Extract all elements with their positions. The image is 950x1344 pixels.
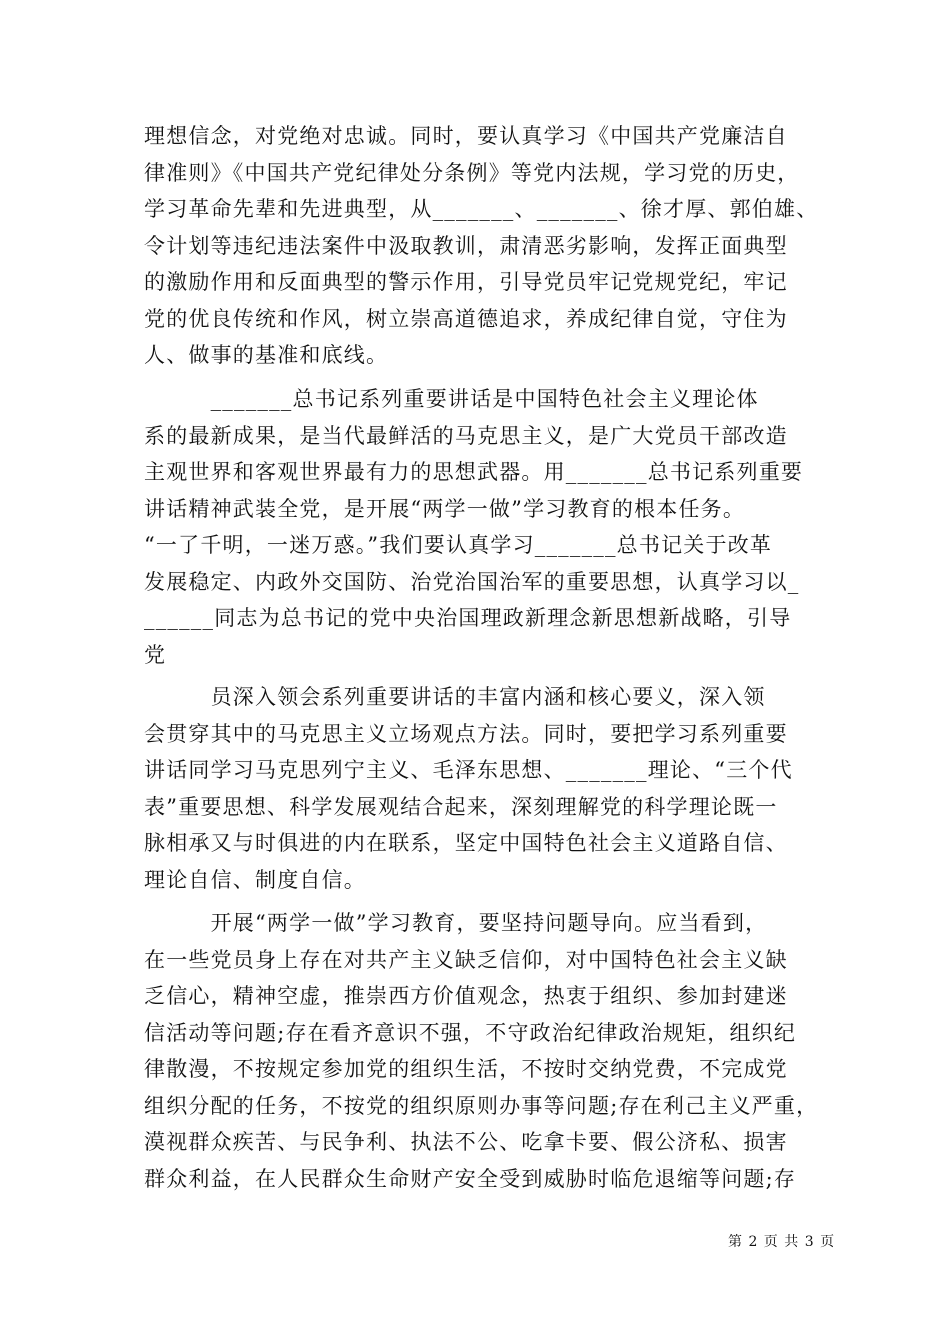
text-line: 学习革命先辈和先进典型，从_______、_______、徐才厚、郭伯雄、 [144,197,819,221]
text-line: 人、做事的基准和底线。 [144,343,389,367]
text-line: 党 [144,642,167,667]
text-line: 群众利益，在人民群众生命财产安全受到威胁时临危退缩等问题;存 [144,1166,797,1191]
text-line: 主观世界和客观世界最有力的思想武器。用_______总书记系列重要 [144,460,804,484]
text-line: 乏信心，精神空虚，推崇西方价值观念，热衷于组织、参加封建迷 [144,984,788,1008]
text-line: 表”重要思想、科学发展观结合起来，深刻理解党的科学理论既一 [144,794,778,819]
text-line: 发展稳定、内政外交国防、治党治国治军的重要思想，认真学习以_ [144,569,800,594]
text-line: 令计划等违纪违法案件中汲取教训，肃清恶劣影响，发挥正面典型 [144,233,788,258]
text-line: 理想信念，对党绝对忠诚。同时，要认真学习《中国共产党廉洁自 [144,124,788,148]
text-line: 党的优良传统和作风，树立崇高道德追求，养成纪律自觉，守住为 [144,306,788,331]
text-line: 开展“两学一做”学习教育，要坚持问题导向。应当看到， [144,911,768,935]
paragraph-2 [144,381,824,673]
text-line: 理论自信、制度自信。 [144,867,366,892]
page-number: 第 2 页 共 3 页 [728,1234,836,1250]
text-line: _______总书记系列重要讲话是中国特色社会主义理论体 [144,387,759,411]
paragraph-1 [144,118,824,374]
text-line: 组织分配的任务，不按党的组织原则办事等问题;存在利己主义严重， [144,1093,819,1118]
text-line: 律散漫，不按规定参加党的组织生活，不按时交纳党费，不完成党 [144,1057,788,1081]
text-line: 讲话精神武装全党，是开展“两学一做”学习教育的根本任务。 [144,496,746,521]
text-line: 员深入领会系列重要讲话的丰富内涵和核心要义，深入领 [144,685,766,709]
text-line: 漠视群众疾苦、与民争利、执法不公、吃拿卡要、假公济私、损害 [144,1130,788,1154]
text-line: 在一些党员身上存在对共产主义缺乏信仰，对中国特色社会主义缺 [144,947,788,972]
text-line: ______同志为总书记的党中央治国理政新理念新思想新战略，引导 [144,606,792,630]
paragraph-3 [144,679,824,898]
text-line: 系的最新成果，是当代最鲜活的马克思主义，是广大党员干部改造 [144,423,788,448]
text-line: 律准则》《中国共产党纪律处分条例》等党内法规，学习党的历史， [144,160,800,185]
text-line: “一了千明，一迷万惑。”我们要认真学习_______总书记关于改革 [144,533,773,557]
text-line: 脉相承又与时俱进的内在联系，坚定中国特色社会主义道路自信、 [144,831,788,855]
paragraph-4 [144,905,824,1197]
text-line: 讲话同学习马克思列宁主义、毛泽东思想、_______理论、“三个代 [144,758,793,782]
text-line: 的激励作用和反面典型的警示作用，引导党员牢记党规党纪，牢记 [144,270,788,294]
text-line: 信活动等问题;存在看齐意识不强，不守政治纪律政治规矩，组织纪 [144,1020,797,1045]
text-line: 会贯穿其中的马克思主义立场观点方法。同时，要把学习系列重要 [144,721,788,746]
